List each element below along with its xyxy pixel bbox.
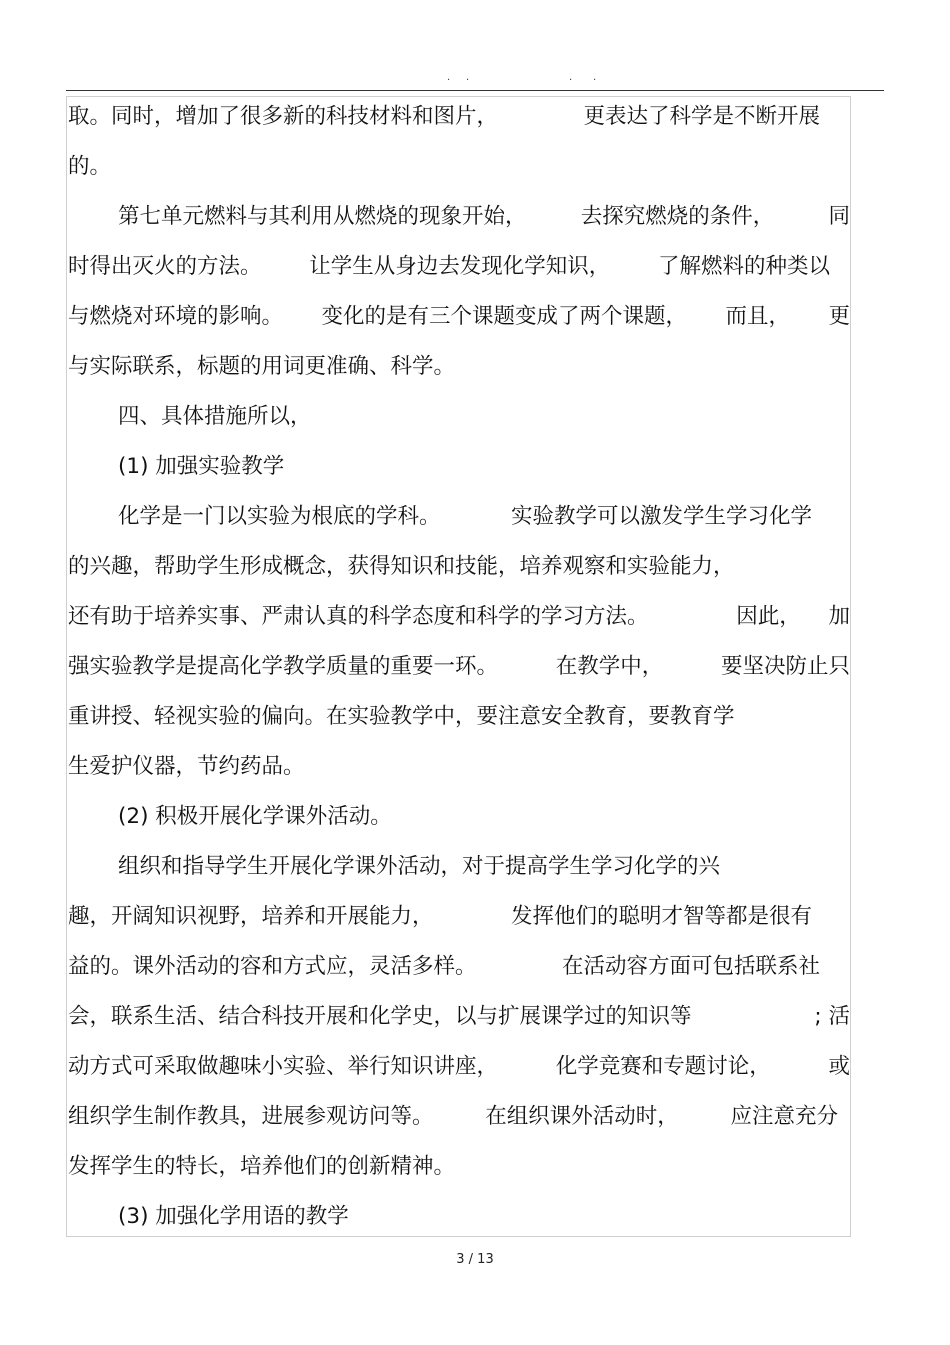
text-segment: 动方式可采取做趣味小实验、举行知识讲座， <box>68 1054 499 1079</box>
text-segment: 让学生从身边去发现化学知识， <box>309 254 611 279</box>
text-segment: 化学竞赛和专题讨论， <box>555 1054 771 1079</box>
subsection-heading: (1) 加强实验教学 <box>118 454 285 479</box>
header-dots <box>0 72 950 84</box>
text-segment: 实验教学可以激发学生学习化学 <box>510 504 812 529</box>
text-line <box>68 551 850 583</box>
text-segment: 或 <box>828 1054 850 1079</box>
subsection-heading: (2) 积极开展化学课外活动。 <box>118 804 392 829</box>
text-segment: 的兴趣，帮助学生形成概念，获得知识和技能，培养观察和实验能力， <box>68 554 735 579</box>
section-heading: 四、具体措施所以， <box>118 404 312 429</box>
text-segment: 在活动容方面可包括联系社 <box>561 954 820 979</box>
text-segment: 同 <box>828 204 850 229</box>
text-segment: 因此， <box>736 604 801 629</box>
text-segment: 取。同时，增加了很多新的科技材料和图片， <box>68 104 499 129</box>
text-line <box>68 1151 850 1183</box>
text-line <box>68 1001 850 1033</box>
text-segment: 组织和指导学生开展化学课外活动，对于提高学生学习化学的兴 <box>118 854 721 879</box>
text-segment: 强实验教学是提高化学教学质量的重要一环。 <box>68 654 499 679</box>
text-line <box>68 101 850 133</box>
text-segment: 发挥他们的聪明才智等都是很有 <box>510 904 812 929</box>
text-segment: 应注意充分 <box>730 1104 838 1129</box>
text-segment: 在组织课外活动时， <box>485 1104 679 1129</box>
text-segment: 加 <box>828 604 850 629</box>
text-segment: 发挥学生的特长，培养他们的创新精神。 <box>68 1154 456 1179</box>
text-segment: 化学是一门以实验为根底的学科。 <box>118 504 441 529</box>
text-line <box>118 501 850 533</box>
text-line <box>68 351 850 383</box>
text-segment: 第七单元燃料与其利用从燃烧的现象开始， <box>118 204 527 229</box>
text-line <box>68 901 850 933</box>
text-segment: ; 活 <box>814 1004 850 1029</box>
text-line <box>118 1201 850 1233</box>
header-rule <box>66 90 884 91</box>
text-segment: 还有助于培养实事、严肃认真的科学态度和科学的学习方法。 <box>68 604 649 629</box>
page-number: 3 / 13 <box>456 1252 494 1267</box>
text-segment: 重讲授、轻视实验的偏向。在实验教学中，要注意安全教育，要教育学 <box>68 704 735 729</box>
text-line <box>118 401 850 433</box>
subsection-heading: (3) 加强化学用语的教学 <box>118 1204 349 1229</box>
header-dot: . <box>569 72 573 83</box>
text-line <box>118 801 850 833</box>
text-segment: 生爱护仪器，节约药品。 <box>68 754 305 779</box>
text-segment: 与燃烧对环境的影响。 <box>68 304 284 329</box>
header-dot: . <box>593 72 597 83</box>
text-segment: 组织学生制作教具，进展参观访问等。 <box>68 1104 434 1129</box>
text-line <box>68 1101 850 1133</box>
text-line <box>68 701 850 733</box>
text-line <box>68 751 850 783</box>
text-segment: 更表达了科学是不断开展 <box>583 104 820 129</box>
text-line <box>118 451 850 483</box>
text-line <box>68 1051 850 1083</box>
text-segment: 趣，开阔知识视野，培养和开展能力， <box>68 904 434 929</box>
text-line <box>68 601 850 633</box>
text-segment: 要坚决防止只 <box>720 654 850 679</box>
text-segment: 与实际联系，标题的用词更准确、科学。 <box>68 354 456 379</box>
text-segment: 的。 <box>68 154 112 179</box>
text-line <box>68 251 850 283</box>
text-segment: 去探究燃烧的条件， <box>580 204 775 229</box>
header-dot: . <box>447 72 451 83</box>
text-line <box>68 651 850 683</box>
text-segment: 在教学中， <box>555 654 664 679</box>
text-line <box>118 201 850 233</box>
text-segment: 而且， <box>725 304 790 329</box>
text-line <box>118 851 850 883</box>
text-segment: 变化的是有三个课题变成了两个课题， <box>321 304 687 329</box>
text-segment: 时得出灭火的方法。 <box>68 254 262 279</box>
text-segment: 会，联系生活、结合科技开展和化学史，以与扩展课学过的知识等 <box>68 1004 692 1029</box>
text-line <box>68 301 850 333</box>
text-line <box>68 151 850 183</box>
text-segment: 了解燃料的种类以 <box>657 254 830 279</box>
header-dot: . <box>466 72 470 83</box>
text-segment: 更 <box>828 304 850 329</box>
text-segment: 益的。课外活动的容和方式应，灵活多样。 <box>68 954 477 979</box>
text-line <box>68 951 850 983</box>
